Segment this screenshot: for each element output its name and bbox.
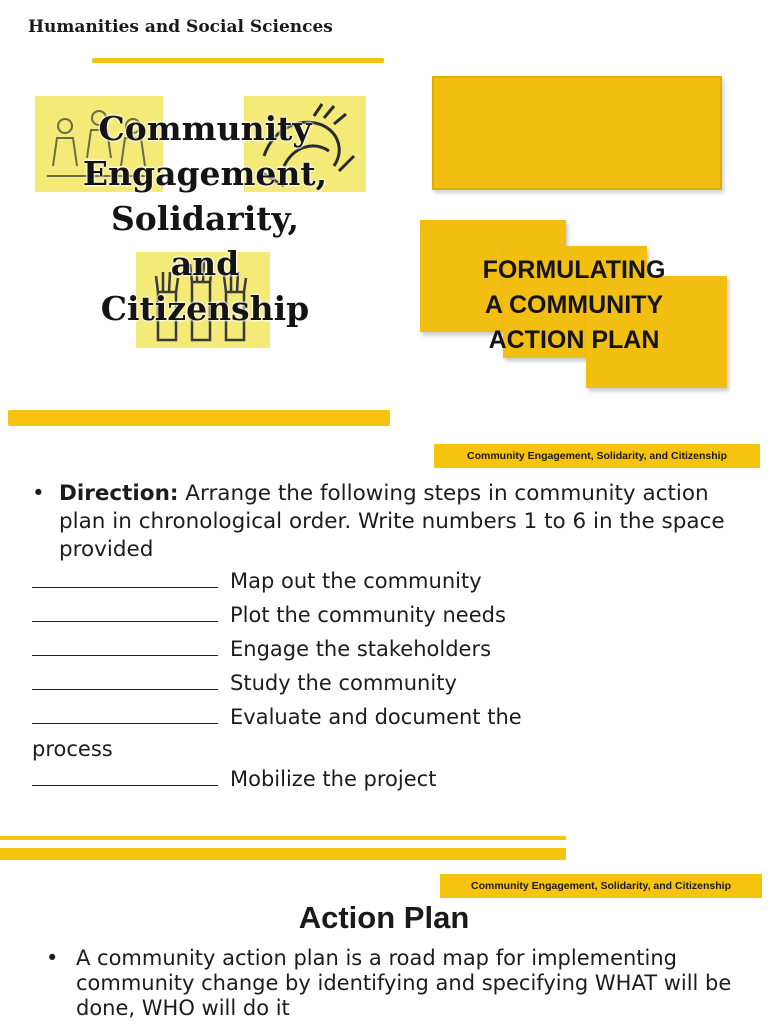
step-item — [32, 670, 457, 696]
step-label: Plot the community needs — [230, 603, 506, 627]
bullet-icon: • — [46, 946, 59, 970]
answer-blank[interactable] — [32, 569, 218, 588]
step-label-continued: process — [32, 737, 113, 761]
direction-text — [59, 480, 732, 564]
course-title-line: Solidarity, — [110, 199, 300, 238]
direction-label: Direction: — [59, 481, 179, 506]
step-label: Engage the stakeholders — [230, 637, 492, 661]
action-plan-slide — [0, 868, 768, 1024]
answer-blank[interactable] — [32, 637, 218, 656]
step-item — [32, 636, 491, 662]
bullet-icon: • — [32, 481, 45, 506]
lesson-title-line: A COMMUNITY — [484, 291, 664, 319]
subject-label: Humanities and Social Sciences — [28, 17, 333, 37]
slide-divider-thin — [0, 836, 566, 840]
slide-footer-tag: Community Engagement, Solidarity, and Citizenship — [440, 874, 762, 898]
answer-blank[interactable] — [32, 705, 218, 724]
step-label: Evaluate and document the — [230, 705, 522, 729]
title-slide — [0, 0, 768, 432]
answer-blank[interactable] — [32, 767, 218, 786]
subject-underline — [92, 58, 384, 63]
step-label: Map out the community — [230, 569, 482, 593]
course-title-line: Engagement, — [82, 154, 328, 193]
step-label: Study the community — [230, 671, 457, 695]
lesson-title-line: FORMULATING — [482, 256, 666, 284]
course-title-line: Community — [98, 109, 312, 148]
gold-banner-box — [432, 76, 722, 190]
course-title-line: and — [170, 244, 240, 283]
lesson-title-line: ACTION PLAN — [488, 326, 660, 354]
step-item — [32, 766, 436, 792]
action-plan-text: A community action plan is a road map for implementing community change by identifying and specifying WHAT will be done, WHO will do it — [76, 946, 732, 1020]
title-slide-bottom-bar — [8, 410, 390, 426]
direction-body: Arrange the following steps in community action plan in chronological order. Write numbers 1 to 6 in the space provided — [59, 481, 725, 562]
course-title-line: Citizenship — [100, 289, 310, 328]
direction-instruction — [32, 480, 732, 564]
direction-slide — [0, 436, 768, 868]
course-title — [30, 106, 380, 331]
action-plan-heading: Action Plan — [298, 900, 470, 935]
slide-footer-tag: Community Engagement, Solidarity, and Citizenship — [434, 444, 760, 468]
answer-blank[interactable] — [32, 603, 218, 622]
step-label: Mobilize the project — [230, 767, 437, 791]
step-item — [32, 602, 506, 628]
slide-divider-thick — [0, 848, 566, 860]
lesson-title — [428, 253, 720, 358]
step-item — [32, 704, 522, 730]
answer-blank[interactable] — [32, 671, 218, 690]
step-item — [32, 568, 482, 594]
action-plan-definition — [46, 946, 746, 1021]
